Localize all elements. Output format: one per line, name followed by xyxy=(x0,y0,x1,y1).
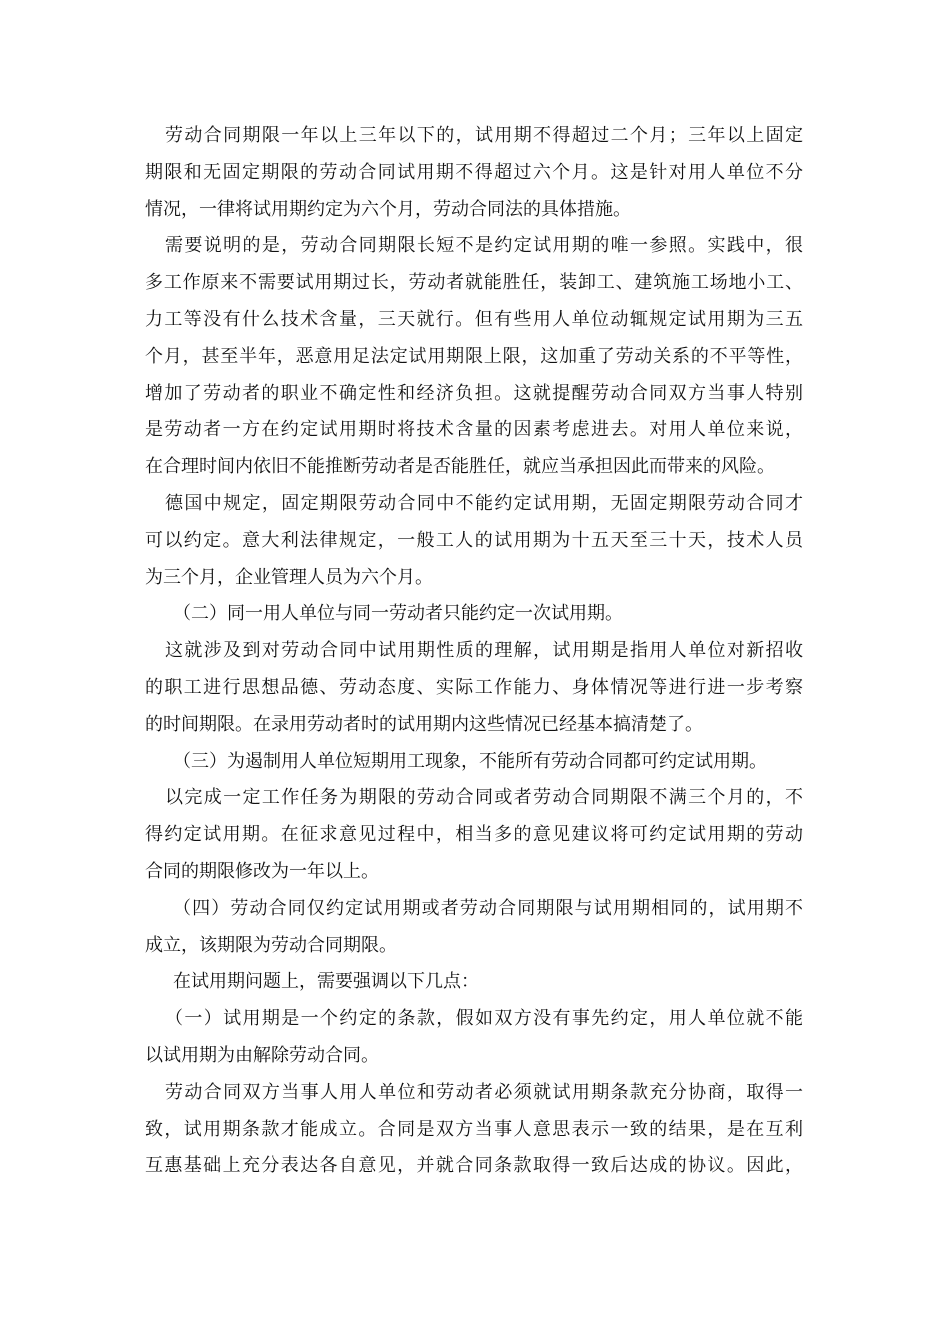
text-line: 增加了劳动者的职业不确定性和经济负担。这就提醒劳动合同双方当事人特别 xyxy=(145,382,803,404)
text-line: 劳动合同双方当事人用人单位和劳动者必须就试用期条款充分协商，取得一 xyxy=(165,1081,803,1103)
text-line: 多工作原来不需要试用期过长，劳动者就能胜任，装卸工、建筑施工场地小工、 xyxy=(145,272,803,294)
text-line: 以试用期为由解除劳动合同。 xyxy=(145,1044,379,1066)
text-line: （四）劳动合同仅约定试用期或者劳动合同期限与试用期相同的，试用期不 xyxy=(173,897,803,919)
text-line: 是劳动者一方在约定试用期时将技术含量的因素考虑进去。对用人单位来说， xyxy=(145,419,803,441)
text-line: 劳动合同期限一年以上三年以下的，试用期不得超过二个月；三年以上固定 xyxy=(165,125,803,146)
text-line: 的时间期限。在录用劳动者时的试用期内这些情况已经基本搞清楚了。 xyxy=(145,713,703,735)
text-line: 期限和无固定期限的劳动合同试用期不得超过六个月。这是针对用人单位不分 xyxy=(145,161,803,183)
text-line: 得约定试用期。在征求意见过程中，相当多的意见建议将可约定试用期的劳动 xyxy=(145,824,803,846)
text-line: 成立，该期限为劳动合同期限。 xyxy=(145,934,397,956)
text-line: 的职工进行思想品德、劳动态度、实际工作能力、身体情况等进行进一步考察 xyxy=(145,676,803,698)
text-line: （三）为遏制用人单位短期用工现象，不能所有劳动合同都可约定试用期。 xyxy=(173,750,767,772)
document-body xyxy=(145,118,803,1185)
text-line: 为三个月，企业管理人员为六个月。 xyxy=(145,566,433,588)
text-line: 德国中规定，固定期限劳动合同中不能约定试用期，无固定期限劳动合同才 xyxy=(165,492,803,514)
text-line: 可以约定。意大利法律规定，一般工人的试用期为十五天至三十天，技术人员 xyxy=(145,529,803,551)
text-line: 情况，一律将试用期约定为六个月，劳动合同法的具体措施。 xyxy=(145,198,631,220)
text-line: 力工等没有什么技术含量，三天就行。但有些用人单位动辄规定试用期为三五 xyxy=(145,308,803,330)
text-line: 互惠基础上充分表达各自意见，并就合同条款取得一致后达成的协议。因此， xyxy=(145,1155,803,1177)
text-line: 在合理时间内依旧不能推断劳动者是否能胜任，就应当承担因此而带来的风险。 xyxy=(145,456,775,478)
text-line: 个月，甚至半年，恶意用足法定试用期限上限，这加重了劳动关系的不平等性， xyxy=(145,345,803,367)
text-line: 这就涉及到对劳动合同中试用期性质的理解，试用期是指用人单位对新招收 xyxy=(165,640,803,662)
text-line: （一）试用期是一个约定的条款，假如双方没有事先约定，用人单位就不能 xyxy=(165,1008,803,1030)
text-line: 致，试用期条款才能成立。合同是双方当事人意思表示一致的结果，是在互利 xyxy=(145,1118,803,1140)
text-line: 需要说明的是，劳动合同期限长短不是约定试用期的唯一参照。实践中，很 xyxy=(165,235,803,257)
text-line: 以完成一定工作任务为期限的劳动合同或者劳动合同期限不满三个月的，不 xyxy=(165,787,803,809)
text-line: 在试用期问题上，需要强调以下几点： xyxy=(173,971,479,993)
text-line: （二）同一用人单位与同一劳动者只能约定一次试用期。 xyxy=(173,603,623,625)
text-line: 合同的期限修改为一年以上。 xyxy=(145,860,379,882)
